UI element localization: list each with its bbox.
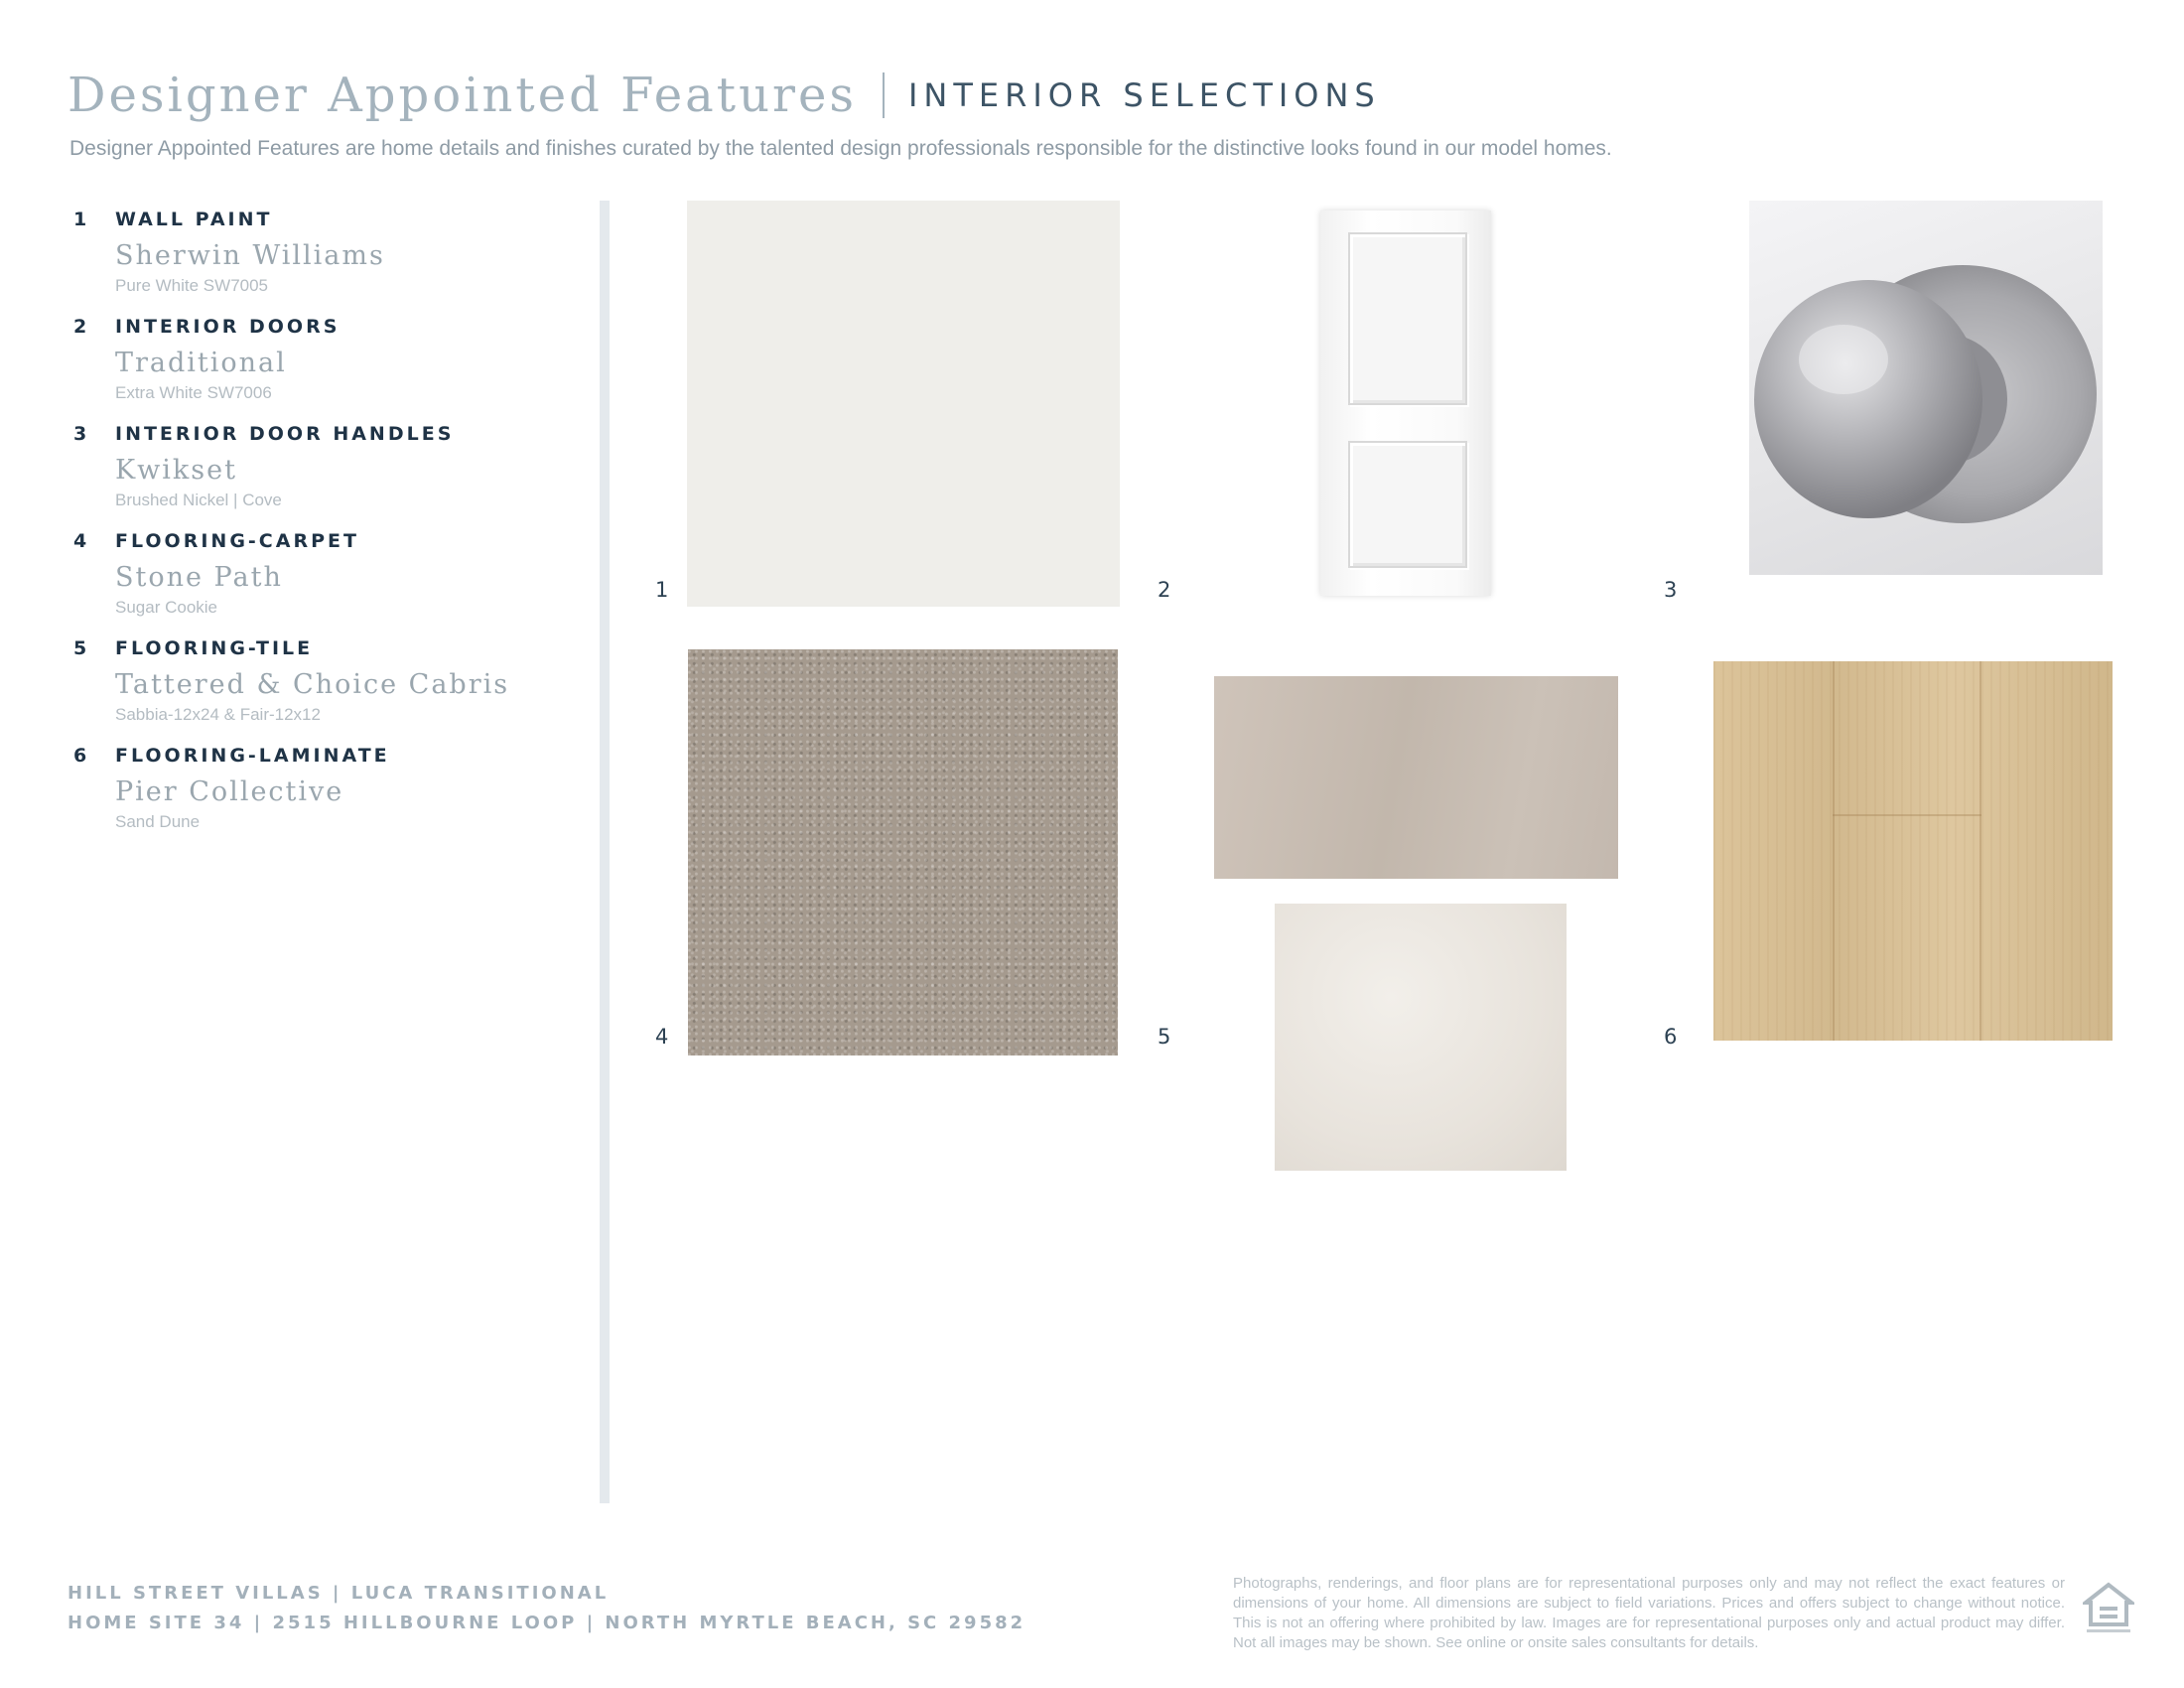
door-knob-image: [1749, 201, 2103, 575]
feature-number: 3: [73, 423, 87, 445]
feature-name: Stone Path: [115, 562, 283, 593]
feature-detail: Sugar Cookie: [115, 598, 218, 617]
feature-number: 2: [73, 316, 87, 338]
feature-item-flooring-carpet: [71, 528, 588, 635]
feature-name: Sherwin Williams: [115, 240, 385, 271]
tile-swatch-12x12: [1275, 904, 1567, 1171]
swatch-number-1: 1: [655, 578, 669, 602]
door-knob-icon: [1749, 201, 2103, 575]
feature-item-flooring-laminate: [71, 743, 588, 850]
feature-name: Traditional: [115, 348, 287, 378]
plank-seam: [1833, 661, 1835, 1041]
feature-number: 6: [73, 745, 87, 767]
feature-number: 4: [73, 530, 87, 552]
intro-text: Designer Appointed Features are home details and finishes curated by the talented design professionals responsible for the distinctive looks found in our model homes.: [69, 137, 1612, 160]
feature-detail: Sabbia-12x24 & Fair-12x12: [115, 705, 321, 724]
page-title: [68, 68, 1381, 123]
carpet-swatch: [688, 649, 1118, 1055]
feature-number: 1: [73, 209, 87, 230]
feature-name: Kwikset: [115, 455, 237, 486]
equal-housing-opportunity-icon: [2083, 1581, 2134, 1636]
door-lower-panel: [1348, 441, 1467, 568]
swatch-number-3: 3: [1664, 578, 1678, 602]
tile-swatch-12x24: [1214, 676, 1618, 879]
title-main: Designer Appointed Features: [68, 68, 857, 123]
feature-item-door-handles: [71, 421, 588, 528]
feature-list: [71, 207, 588, 850]
feature-label: FLOORING-LAMINATE: [115, 745, 390, 767]
feature-item-interior-doors: [71, 314, 588, 421]
feature-label: INTERIOR DOORS: [115, 316, 341, 338]
plank-seam: [1833, 814, 1981, 816]
feature-name: Tattered & Choice Cabris: [115, 669, 510, 700]
title-subtitle: INTERIOR SELECTIONS: [907, 76, 1381, 114]
interior-door-image: [1320, 211, 1491, 596]
swatch-number-5: 5: [1158, 1025, 1171, 1049]
feature-number: 5: [73, 637, 87, 659]
feature-label: FLOORING-CARPET: [115, 530, 359, 552]
wall-paint-swatch: [687, 201, 1120, 607]
feature-detail: Brushed Nickel | Cove: [115, 491, 282, 509]
feature-item-wall-paint: [71, 207, 588, 314]
swatch-number-4: 4: [655, 1025, 669, 1049]
footer-community: HILL STREET VILLAS | LUCA TRANSITIONAL: [68, 1583, 610, 1604]
feature-name: Pier Collective: [115, 776, 344, 807]
plank-seam: [1979, 661, 1981, 1041]
feature-label: WALL PAINT: [115, 209, 273, 230]
vertical-divider: [600, 201, 610, 1503]
feature-label: INTERIOR DOOR HANDLES: [115, 423, 455, 445]
feature-label: FLOORING-TILE: [115, 637, 314, 659]
feature-item-flooring-tile: [71, 635, 588, 743]
laminate-swatch: [1713, 661, 2113, 1041]
feature-detail: Sand Dune: [115, 812, 201, 831]
title-separator: [883, 72, 885, 118]
feature-detail: Extra White SW7006: [115, 383, 272, 402]
swatch-number-6: 6: [1664, 1025, 1678, 1049]
feature-detail: Pure White SW7005: [115, 276, 269, 295]
footer-disclaimer: Photographs, renderings, and floor plans are for representational purposes only and may not reflect the exact features or dimensions of your home. All dimensions are subject to field variations. Prices and offers subject to change without notice. This is not an offering where prohibited by law. Images are for representational purposes only and actual product may differ. Not all images may be shown. See online or onsite sales consultants for details.: [1233, 1575, 2065, 1651]
swatch-number-2: 2: [1158, 578, 1171, 602]
footer-address: HOME SITE 34 | 2515 HILLBOURNE LOOP | NORTH MYRTLE BEACH, SC 29582: [68, 1613, 1026, 1633]
door-upper-panel: [1348, 232, 1467, 405]
